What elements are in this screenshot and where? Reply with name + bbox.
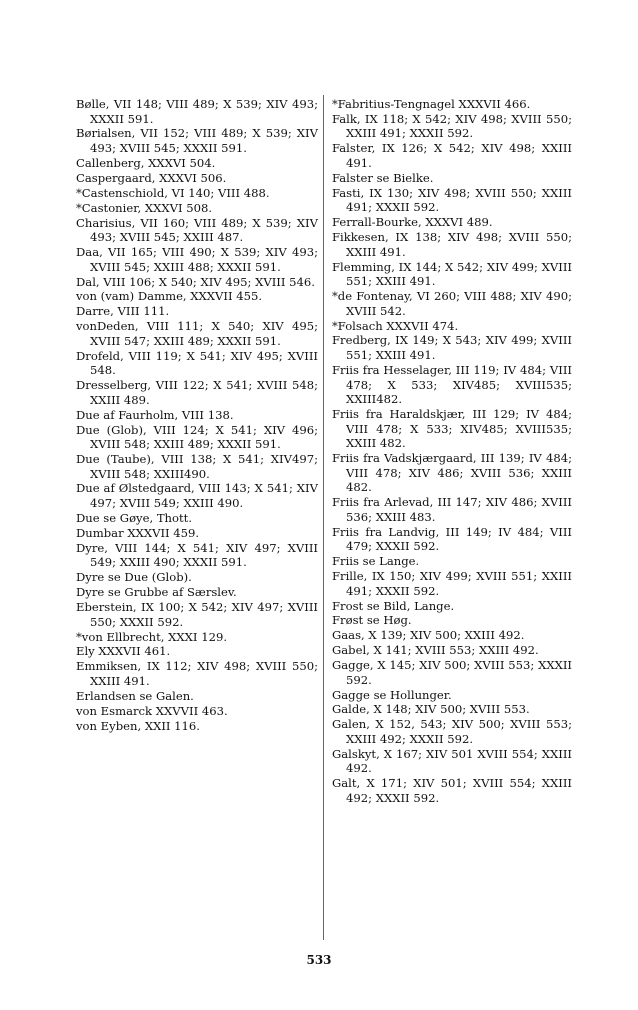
index-entry: *von Ellbrecht, XXXI 129. (76, 629, 228, 644)
index-entry: Darre, VIII 111. (76, 304, 170, 319)
index-entry: Fikkesen, IX 138; XIV 498; XVIII 550; XXIII 491. (332, 230, 572, 259)
index-entry: Galskyt, X 167; XIV 501 XVIII 554; XXIII 492. (332, 746, 572, 776)
index-entry: vonDeden, VIII 111; X 540; XIV 495; XVIII 547; XXIII 489; XXXII 591. (76, 319, 318, 348)
index-entry: Falster se Bielke. (332, 170, 434, 185)
index-entry: Gabel, X 141; XVIII 553; XXIII 492. (332, 643, 539, 658)
index-entry: *Castonier, XXXVI 508. (76, 200, 213, 215)
right-column (332, 97, 572, 806)
index-entry: von (vam) Damme, XXXVII 455. (76, 289, 263, 304)
index-entry: Gagge se Hollunger. (332, 687, 452, 702)
index-entry: Due af Ølstedgaard, VIII 143; X 541; XIV 497; XVIII 549; XXIII 490. (76, 481, 318, 511)
index-entry: Galde, X 148; XIV 500; XVIII 553. (332, 702, 530, 717)
index-entry: Friis se Lange. (332, 554, 420, 569)
index-entry: Eberstein, IX 100; X 542; XIV 497; XVIII 550; XXXII 592. (76, 600, 318, 629)
index-entry: Drofeld, VIII 119; X 541; XIV 495; XVIII 548. (76, 348, 318, 378)
index-entry: Falster, IX 126; X 542; XIV 498; XXIII 491. (332, 141, 572, 170)
index-entry: Caspergaard, XXXVI 506. (76, 170, 227, 185)
index-entry: *Castenschiold, VI 140; VIII 488. (76, 185, 270, 200)
index-entry: Børialsen, VII 152; VIII 489; X 539; XIV 493; XVIII 545; XXXII 591. (76, 126, 318, 156)
index-entry: Friis fra Arlevad, III 147; XIV 486; XVIII 536; XXIII 483. (332, 495, 572, 524)
index-entry: Friis fra Hesselager, III 119; IV 484; VIII 478; X 533; XIV485; XVIII535; XXIII482. (332, 362, 572, 407)
index-entry: Ely XXXVII 461. (76, 644, 171, 659)
index-entry: Frost se Bild, Lange. (332, 598, 455, 613)
index-entry: Due af Faurholm, VIII 138. (76, 407, 234, 422)
index-entry: Fasti, IX 130; XIV 498; XVIII 550; XXIII 491; XXXII 592. (332, 185, 572, 215)
page-number: 533 (306, 953, 332, 967)
index-entry: Due (Glob), VIII 124; X 541; XIV 496; XVIII 548; XXIII 489; XXXII 591. (76, 422, 318, 452)
index-entry: Flemming, IX 144; X 542; XIV 499; XVIII 551; XXIII 491. (332, 259, 572, 289)
index-entry: Dyre, VIII 144; X 541; XIV 497; XVIII 549; XXIII 490; XXXII 591. (76, 540, 318, 570)
index-entry: Ferrall-Bourke, XXXVI 489. (332, 215, 493, 230)
index-entry: Gagge, X 145; XIV 500; XVIII 553; XXXII 592. (332, 658, 572, 687)
index-entry: Daa, VII 165; VIII 490; X 539; XIV 493; XVIII 545; XXIII 488; XXXII 591. (76, 245, 318, 274)
index-entry: Dal, VIII 106; X 540; XIV 495; XVIII 546. (76, 274, 315, 289)
index-entry: Callenberg, XXXVI 504. (76, 155, 216, 170)
index-entry: Erlandsen se Galen. (76, 688, 194, 703)
index-entry: Galen, X 152, 543; XIV 500; XVIII 553; XXIII 492; XXXII 592. (332, 717, 572, 746)
index-entry: Dyre se Due (Glob). (76, 570, 192, 585)
index-entry: Friis fra Vadskjærgaard, III 139; IV 484; VIII 478; XIV 486; XVIII 536; XXIII 482. (332, 451, 572, 495)
index-entry: Gaas, X 139; XIV 500; XXIII 492. (332, 628, 525, 643)
left-column (76, 97, 318, 733)
index-entry: Galt, X 171; XIV 501; XVIII 554; XXIII 492; XXXII 592. (332, 776, 572, 805)
index-entry: Dresselberg, VIII 122; X 541; XVIII 548; XXIII 489. (76, 378, 318, 407)
index-entry: Fredberg, IX 149; X 543; XIV 499; XVIII 551; XXIII 491. (332, 333, 572, 363)
index-entry: Friis fra Landvig, III 149; IV 484; VIII 479; XXXII 592. (332, 524, 572, 554)
index-entry: *Folsach XXXVII 474. (332, 318, 459, 333)
index-entry: von Esmarck XXVVII 463. (76, 703, 228, 718)
index-entry: Falk, IX 118; X 542; XIV 498; XVIII 550; XXIII 491; XXXII 592. (332, 111, 572, 141)
index-entry: Due (Taube), VIII 138; X 541; XIV497; XVIII 548; XXIII490. (76, 452, 318, 481)
index-entry: Emmiksen, IX 112; XIV 498; XVIII 550; XXIII 491. (76, 659, 318, 688)
index-entry: Dumbar XXXVII 459. (76, 525, 200, 540)
index-entry: Dyre se Grubbe af Særslev. (76, 585, 237, 600)
index-entry: Friis fra Haraldskjær, III 129; IV 484; VIII 478; X 533; XIV485; XVIII535; XXIII 482. (332, 407, 572, 451)
index-entry: Due se Gøye, Thott. (76, 510, 193, 525)
index-entry: *de Fontenay, VI 260; VIII 488; XIV 490; XVIII 542. (332, 289, 572, 318)
index-entry: Frøst se Høg. (332, 613, 412, 628)
index-entry: Frille, IX 150; XIV 499; XVIII 551; XXIII 491; XXXII 592. (332, 569, 572, 598)
index-entry: *Fabritius-Tengnagel XXXVII 466. (332, 97, 531, 111)
index-entry: von Eyben, XXII 116. (76, 718, 200, 733)
column-divider (323, 95, 324, 940)
index-entry: Bølle, VII 148; VIII 489; X 539; XIV 493; XXXII 591. (76, 97, 318, 126)
index-entry: Charisius, VII 160; VIII 489; X 539; XIV 493; XVIII 545; XXIII 487. (76, 215, 318, 245)
